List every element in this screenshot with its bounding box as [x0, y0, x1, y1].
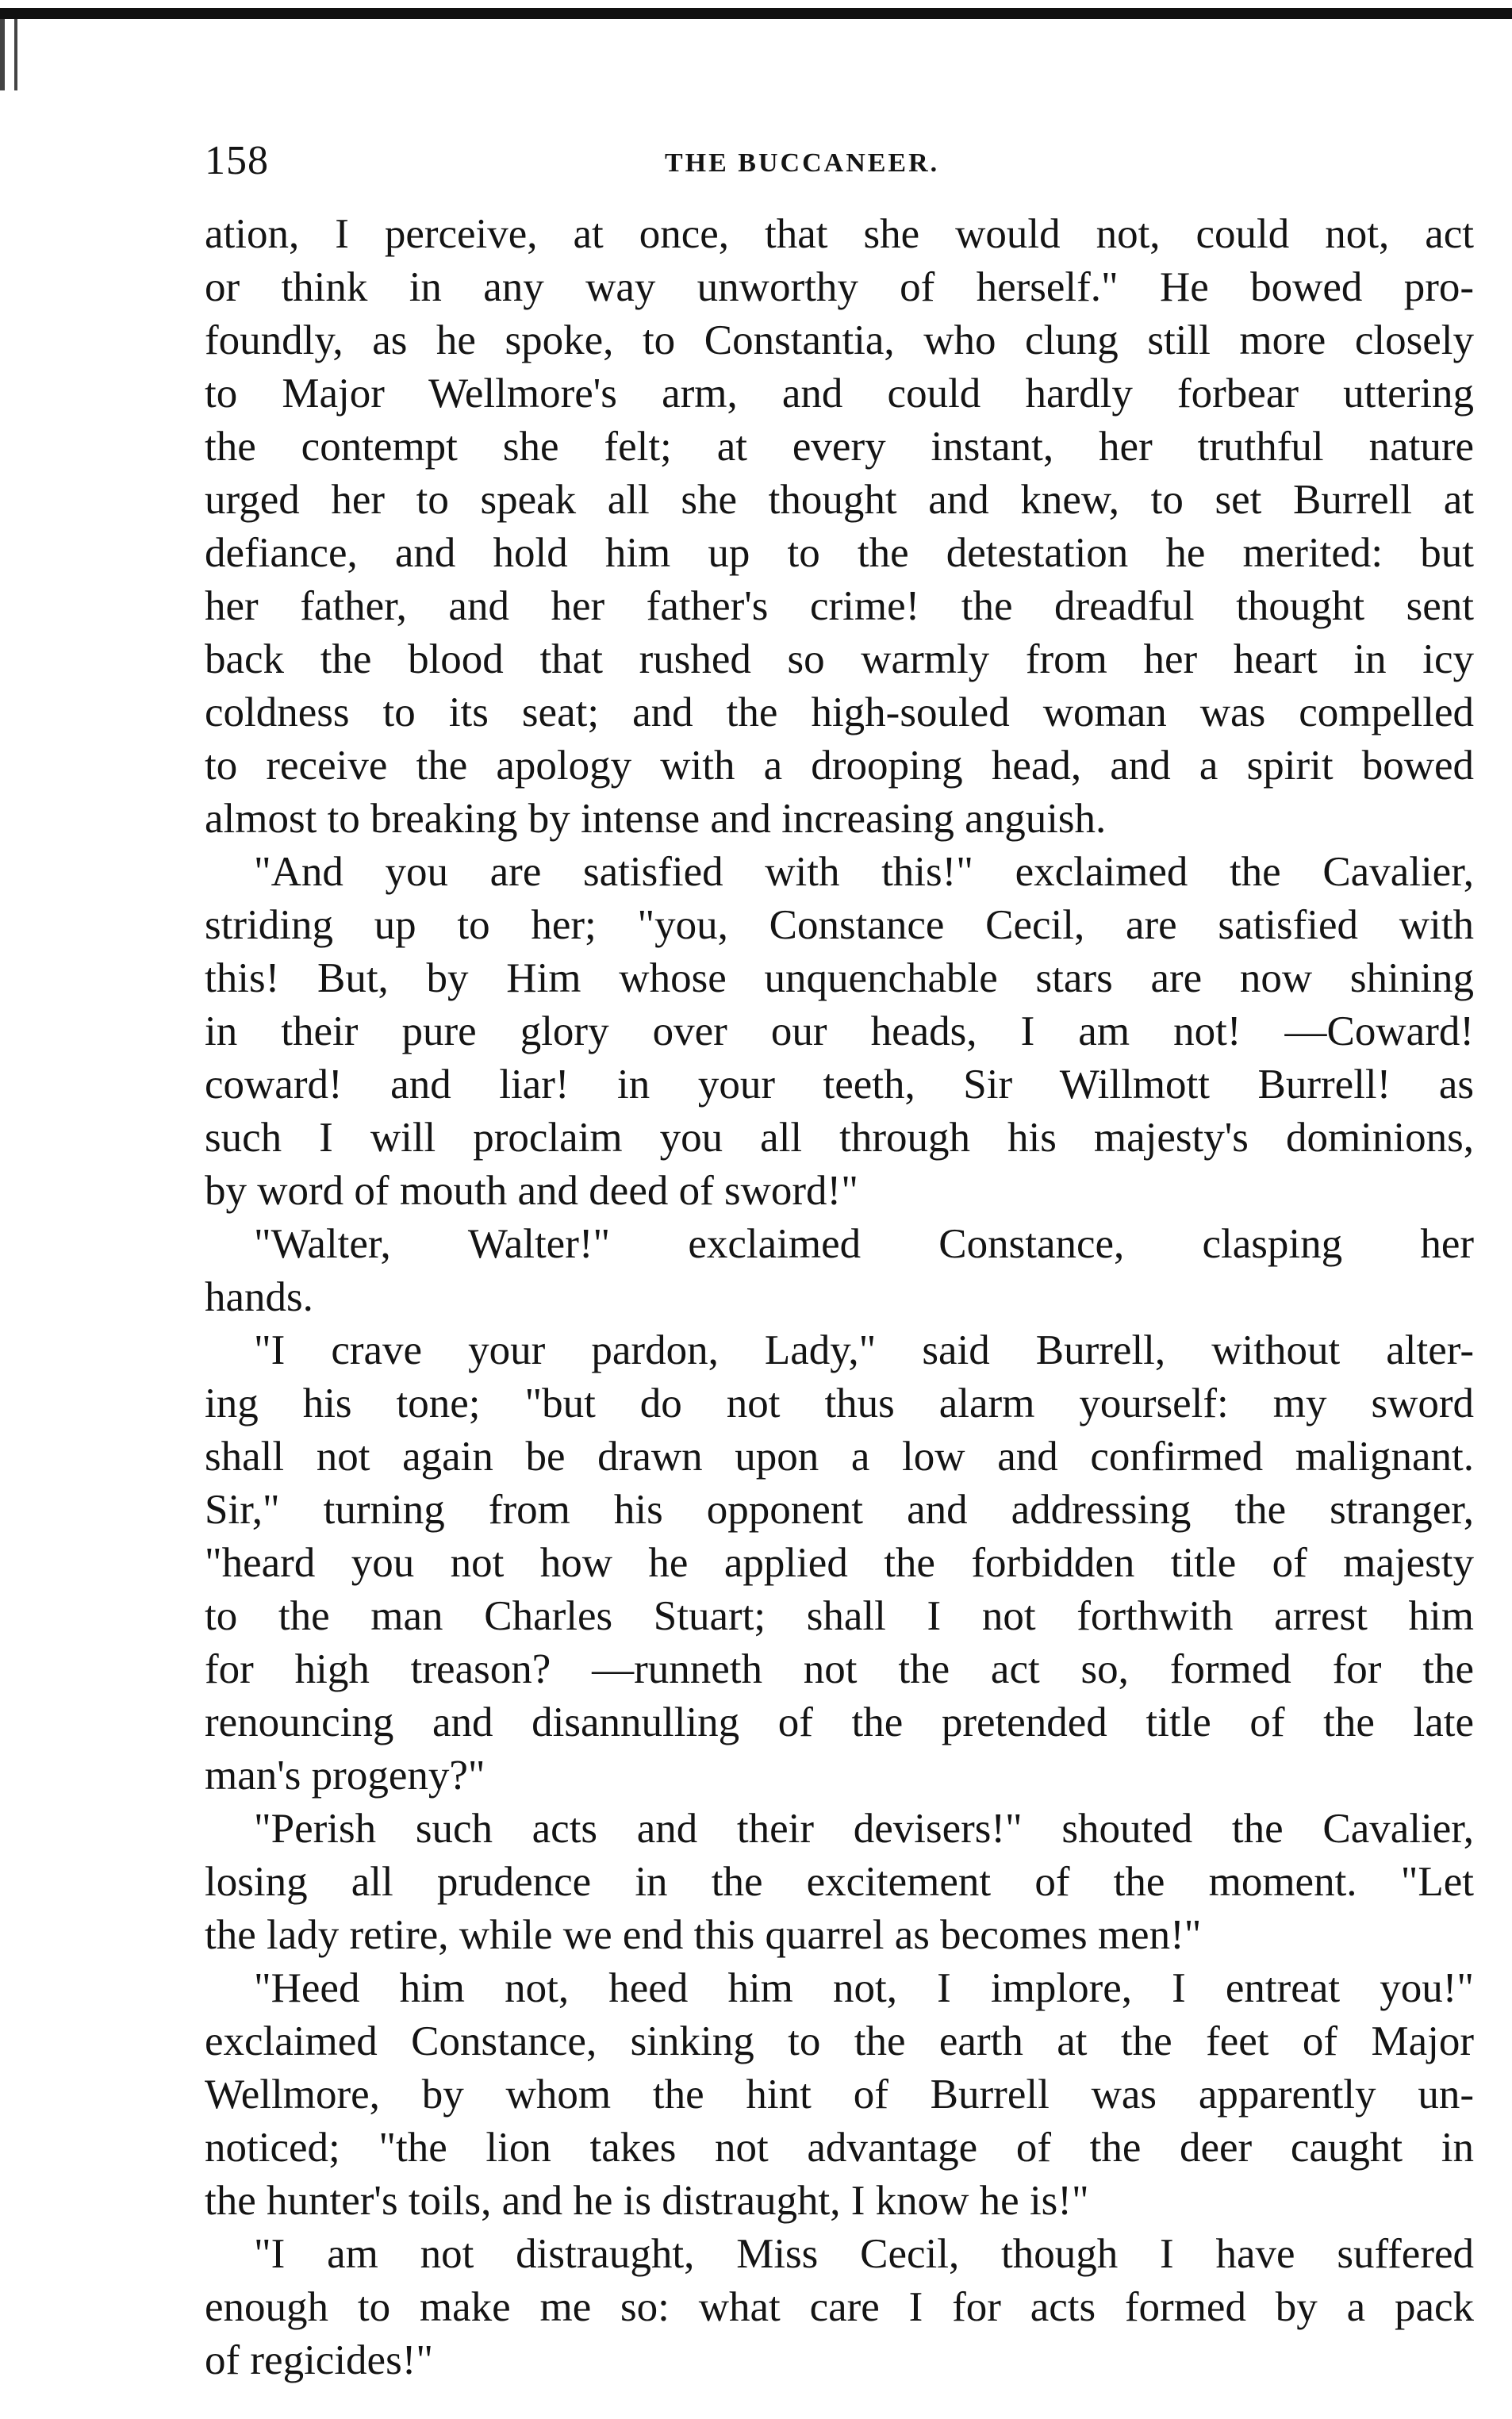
text-line: Wellmore, by whom the hint of Burrell was apparently un- — [205, 2072, 1474, 2118]
text-line: "Perish such acts and their devisers!" shouted the Cavalier, — [254, 1806, 1474, 1852]
text-line: renouncing and disannulling of the pretended title of the late — [205, 1699, 1474, 1745]
text-line: losing all prudence in the excitement of the moment. "Let — [205, 1859, 1474, 1905]
text-line: to Major Wellmore's arm, and could hardly forbear uttering — [205, 371, 1474, 417]
text-line: foundly, as he spoke, to Constantia, who clung still more closely — [205, 317, 1474, 363]
text-line: "I am not distraught, Miss Cecil, though I have suffered — [254, 2231, 1474, 2277]
text-line: "I crave your pardon, Lady," said Burrell, without alter- — [254, 1327, 1474, 1373]
text-line: to the man Charles Stuart; shall I not forthwith arrest him — [205, 1593, 1474, 1639]
text-line: coward! and liar! in your teeth, Sir Willmott Burrell! as — [205, 1062, 1474, 1108]
text-line: "Walter, Walter!" exclaimed Constance, clasping her — [254, 1221, 1474, 1267]
text-line: back the blood that rushed so warmly from her heart in icy — [205, 636, 1474, 682]
text-line: the hunter's toils, and he is distraught, I know he is!" — [205, 2178, 1089, 2224]
text-line: her father, and her father's crime! the dreadful thought sent — [205, 583, 1474, 629]
page-number: 158 — [205, 138, 269, 183]
running-title: THE BUCCANEER. — [665, 148, 940, 178]
text-line: the lady retire, while we end this quarrel as becomes men!" — [205, 1912, 1202, 1958]
text-line: ing his tone; "but do not thus alarm yourself: my sword — [205, 1380, 1474, 1426]
page-header — [205, 133, 1474, 189]
text-line: in their pure glory over our heads, I am not! —Coward! — [205, 1008, 1474, 1054]
text-line: for high treason? —runneth not the act so, formed for the — [205, 1646, 1474, 1692]
text-line: defiance, and hold him up to the detestation he merited: but — [205, 530, 1474, 576]
text-line: the contempt she felt; at every instant, her truthful nature — [205, 424, 1474, 470]
text-line: Sir," turning from his opponent and addressing the stranger, — [205, 1487, 1474, 1533]
scan-artifact-mark — [0, 19, 48, 90]
body-text — [205, 208, 1474, 2387]
text-line: enough to make me so: what care I for acts formed by a pack — [205, 2284, 1474, 2330]
text-line: by word of mouth and deed of sword!" — [205, 1168, 858, 1214]
text-line: urged her to speak all she thought and knew, to set Burrell at — [205, 477, 1474, 523]
text-line: shall not again be drawn upon a low and confirmed malignant. — [205, 1434, 1474, 1480]
text-line: to receive the apology with a drooping head, and a spirit bowed — [205, 743, 1474, 789]
text-line: this! But, by Him whose unquenchable stars are now shining — [205, 955, 1474, 1001]
text-line: noticed; "the lion takes not advantage of the deer caught in — [205, 2125, 1474, 2171]
text-line: exclaimed Constance, sinking to the earth at the feet of Major — [205, 2018, 1474, 2064]
text-line: "heard you not how he applied the forbidden title of majesty — [205, 1540, 1474, 1586]
text-line: "Heed him not, heed him not, I implore, I entreat you!" — [254, 1965, 1474, 2011]
text-line: striding up to her; "you, Constance Cecil, are satisfied with — [205, 902, 1474, 948]
text-line: ation, I perceive, at once, that she would not, could not, act — [205, 211, 1474, 257]
text-line: of regicides!" — [205, 2337, 433, 2383]
text-line: almost to breaking by intense and increasing anguish. — [205, 796, 1107, 842]
text-line: or think in any way unworthy of herself." He bowed pro- — [205, 264, 1474, 310]
top-rule — [0, 8, 1512, 19]
text-line: such I will proclaim you all through his majesty's dominions, — [205, 1115, 1474, 1161]
text-line: coldness to its seat; and the high-souled woman was compelled — [205, 689, 1474, 735]
text-line: hands. — [205, 1274, 313, 1320]
text-line: man's progeny?" — [205, 1753, 485, 1799]
text-line: "And you are satisfied with this!" exclaimed the Cavalier, — [254, 849, 1474, 895]
